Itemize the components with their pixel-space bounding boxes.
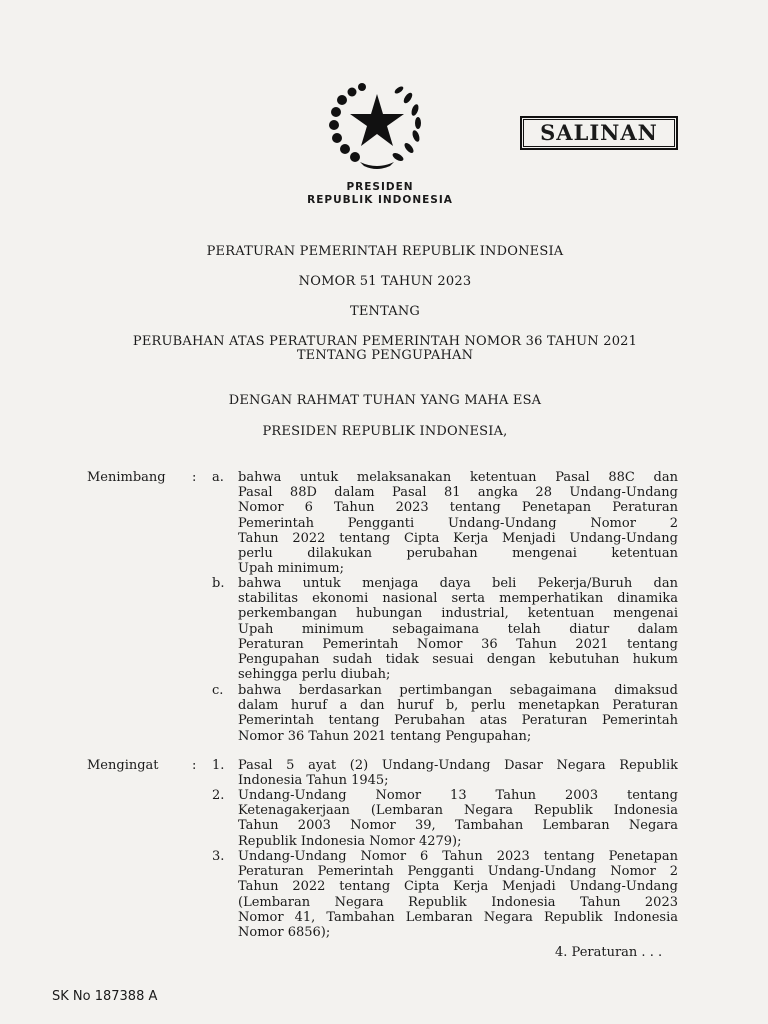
- text-line: Nomor 36 Tahun 2021 tentang Pengupahan;: [238, 728, 532, 744]
- text-line: Pemerintah tentang Perubahan atas Peraturan Pemerintah: [238, 713, 678, 729]
- sk-number: SK No 187388 A: [52, 989, 158, 1004]
- menimbang-label: Menimbang: [87, 470, 166, 485]
- text-line: bahwa untuk menjaga daya beli Pekerja/Buruh dan: [238, 576, 678, 591]
- menimbang-colon: :: [192, 470, 197, 485]
- menimbang-marker-b: b.: [212, 576, 225, 591]
- menimbang-item-a: [238, 470, 678, 576]
- text-line: bahwa untuk melaksanakan ketentuan Pasal 88C dan: [238, 470, 678, 485]
- text-line: Upah minimum sebagaimana telah diatur dalam: [238, 621, 678, 637]
- regulation-title: PERATURAN PEMERINTAH REPUBLIK INDONESIA: [206, 244, 564, 259]
- regulation-number: NOMOR 51 TAHUN 2023: [298, 274, 472, 289]
- text-line: dalam huruf a dan huruf b, perlu menetapkan Peraturan: [238, 698, 678, 714]
- tentang-label: TENTANG: [349, 304, 421, 319]
- text-line: perkembangan hubungan industrial, ketentuan mengenai: [238, 606, 678, 622]
- text-line: Undang-Undang Nomor 13 Tahun 2003 tentang: [238, 788, 678, 803]
- salinan-stamp: SALINAN: [520, 116, 678, 150]
- mengingat-colon: :: [192, 758, 197, 773]
- text-line: stabilitas ekonomi nasional serta memperhatikan dinamika: [238, 591, 678, 607]
- text-line: sehingga perlu diubah;: [238, 667, 391, 683]
- mengingat-marker-3: 3.: [212, 849, 225, 864]
- text-line: Tahun 2022 tentang Cipta Kerja Menjadi Undang-Undang: [238, 530, 678, 546]
- president-heading: PRESIDEN REPUBLIK INDONESIA,: [262, 424, 508, 439]
- text-line: Pemerintah Pengganti Undang-Undang Nomor 2: [238, 515, 678, 531]
- mengingat-item-2: [238, 788, 678, 849]
- menimbang-marker-a: a.: [212, 470, 224, 485]
- text-line: perlu dilakukan perubahan mengenai ketentuan: [238, 545, 678, 561]
- menimbang-marker-c: c.: [212, 683, 224, 698]
- text-line: Pengupahan sudah tidak sesuai dengan kebutuhan hukum: [238, 651, 678, 667]
- text-line: Upah minimum;: [238, 561, 344, 577]
- mengingat-item-1: [238, 758, 678, 788]
- mengingat-marker-2: 2.: [212, 788, 225, 803]
- text-line: Nomor 41, Tambahan Lembaran Negara Republik Indonesia: [238, 909, 678, 925]
- continuation-note: 4. Peraturan . . .: [555, 945, 663, 960]
- mengingat-item-3: [238, 849, 678, 940]
- garuda-star-emblem-icon: [322, 78, 430, 170]
- menimbang-item-b: [238, 576, 678, 682]
- text-line: Nomor 6 Tahun 2023 tentang Penetapan Peraturan: [238, 500, 678, 516]
- regulation-subject-line1: PERUBAHAN ATAS PERATURAN PEMERINTAH NOMOR 36 TAHUN 2021: [132, 334, 638, 349]
- text-line: Tahun 2022 tentang Cipta Kerja Menjadi Undang-Undang: [238, 879, 678, 895]
- opening-phrase: DENGAN RAHMAT TUHAN YANG MAHA ESA: [228, 393, 542, 408]
- text-line: Republik Indonesia Nomor 4279);: [238, 833, 462, 849]
- text-line: bahwa berdasarkan pertimbangan sebagaimana dimaksud: [238, 683, 678, 698]
- text-line: Peraturan Pemerintah Pengganti Undang-Undang Nomor 2: [238, 864, 678, 880]
- text-line: Pasal 5 ayat (2) Undang-Undang Dasar Negara Republik: [238, 758, 678, 773]
- text-line: Pasal 88D dalam Pasal 81 angka 28 Undang-Undang: [238, 485, 678, 501]
- menimbang-item-c: [238, 683, 678, 744]
- republic-label: REPUBLIK INDONESIA: [307, 194, 453, 206]
- text-line: Peraturan Pemerintah Nomor 36 Tahun 2021 tentang: [238, 636, 678, 652]
- regulation-subject-line2: TENTANG PENGUPAHAN: [296, 348, 474, 363]
- text-line: (Lembaran Negara Republik Indonesia Tahun 2023: [238, 894, 678, 910]
- mengingat-marker-1: 1.: [212, 758, 225, 773]
- text-line: Tahun 2003 Nomor 39, Tambahan Lembaran Negara: [238, 818, 678, 834]
- president-label: PRESIDEN: [346, 181, 414, 193]
- text-line: Undang-Undang Nomor 6 Tahun 2023 tentang Penetapan: [238, 849, 678, 864]
- mengingat-label: Mengingat: [87, 758, 159, 773]
- text-line: Nomor 6856);: [238, 924, 331, 940]
- text-line: Indonesia Tahun 1945;: [238, 773, 389, 789]
- text-line: Ketenagakerjaan (Lembaran Negara Republik Indonesia: [238, 803, 678, 819]
